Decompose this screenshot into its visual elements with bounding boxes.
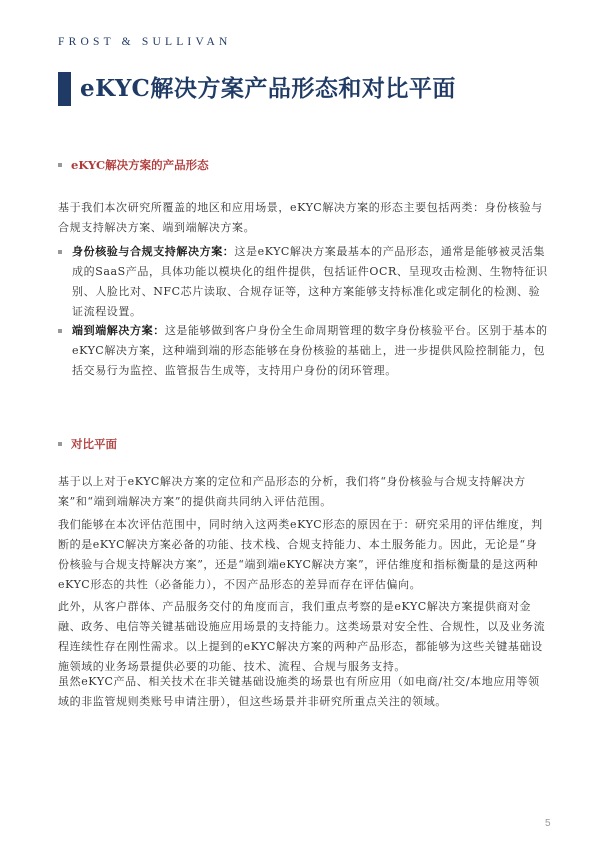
section-bullet-icon	[58, 442, 62, 446]
bullet-square-icon	[58, 329, 62, 333]
bullet-text: 这是能够做到客户身份全生命周期管理的数字身份核验平台。区别于基本的eKYC解决方案，这种端到端的形态能够在身份核验的基础上，进一步提供风险控制能力，包括交易行为监控、监管报告生成等，支持用户身份的闭环管理。	[72, 324, 548, 377]
section-heading-product-forms	[58, 157, 209, 173]
section2-paragraph: 此外，从客户群体、产品服务交付的角度而言，我们重点考察的是eKYC解决方案提供商对金融、政务、电信等关键基础设施应用场景的支持能力。这类场景对安全性、合规性，以及业务流程连续性存在刚性需求。以上提到的eKYC解决方案的两种产品形态，都能够为这些关键基础设施领域的业务场景提供必要的功能、技术、流程、合规与服务支持。	[58, 600, 546, 673]
brand-logo: FROST & SULLIVAN	[58, 36, 232, 48]
page-number: 5	[545, 818, 551, 829]
page-title: eKYC解决方案产品形态和对比平面	[80, 75, 456, 102]
bullet-term: 端到端解决方案：	[72, 324, 165, 337]
section-heading-text: eKYC解决方案的产品形态	[71, 158, 209, 172]
bullet-square-icon	[58, 250, 62, 254]
title-accent-bar	[58, 72, 71, 106]
section-heading-text: 对比平面	[71, 437, 117, 451]
list-item	[58, 242, 548, 322]
section1-intro: 基于我们本次研究所覆盖的地区和应用场景，eKYC解决方案的形态主要包括两类：身份核验与合规支持解决方案、端到端解决方案。	[58, 201, 543, 234]
bullet-term: 身份核验与合规支持解决方案：	[72, 245, 235, 258]
section2-paragraph: 基于以上对于eKYC解决方案的定位和产品形态的分析，我们将“身份核验与合规支持解决方案”和“端到端解决方案”的提供商共同纳入评估范围。	[58, 475, 526, 508]
section-bullet-icon	[58, 163, 62, 167]
bullet-text: 这是eKYC解决方案最基本的产品形态，通常是能够被灵活集成的SaaS产品，具体功能以模块化的组件提供，包括证件OCR、呈现攻击检测、生物特征识别、人脸比对、NFC芯片读取、合规存证等，这种方案能够支持标准化或定制化的检测、验证流程设置。	[72, 245, 548, 318]
section2-paragraph: 虽然eKYC产品、相关技术在非关键基础设施类的场景也有所应用（如电商/社交/本地应用等领域的非监管规则类账号申请注册），但这些场景并非研究所重点关注的领域。	[58, 675, 540, 708]
section2-paragraph: 我们能够在本次评估范围中，同时纳入这两类eKYC形态的原因在于：研究采用的评估维度，判断的是eKYC解决方案必备的功能、技术栈、合规支持能力、本土服务能力。因此，无论是“身份核验与合规支持解决方案”，还是“端到端eKYC解决方案”，评估维度和指标衡量的是这两种eKYC形态的共性（必备能力），不因产品形态的差异而存在评估偏向。	[58, 518, 543, 591]
section-heading-comparison	[58, 436, 117, 452]
list-item	[58, 321, 548, 381]
